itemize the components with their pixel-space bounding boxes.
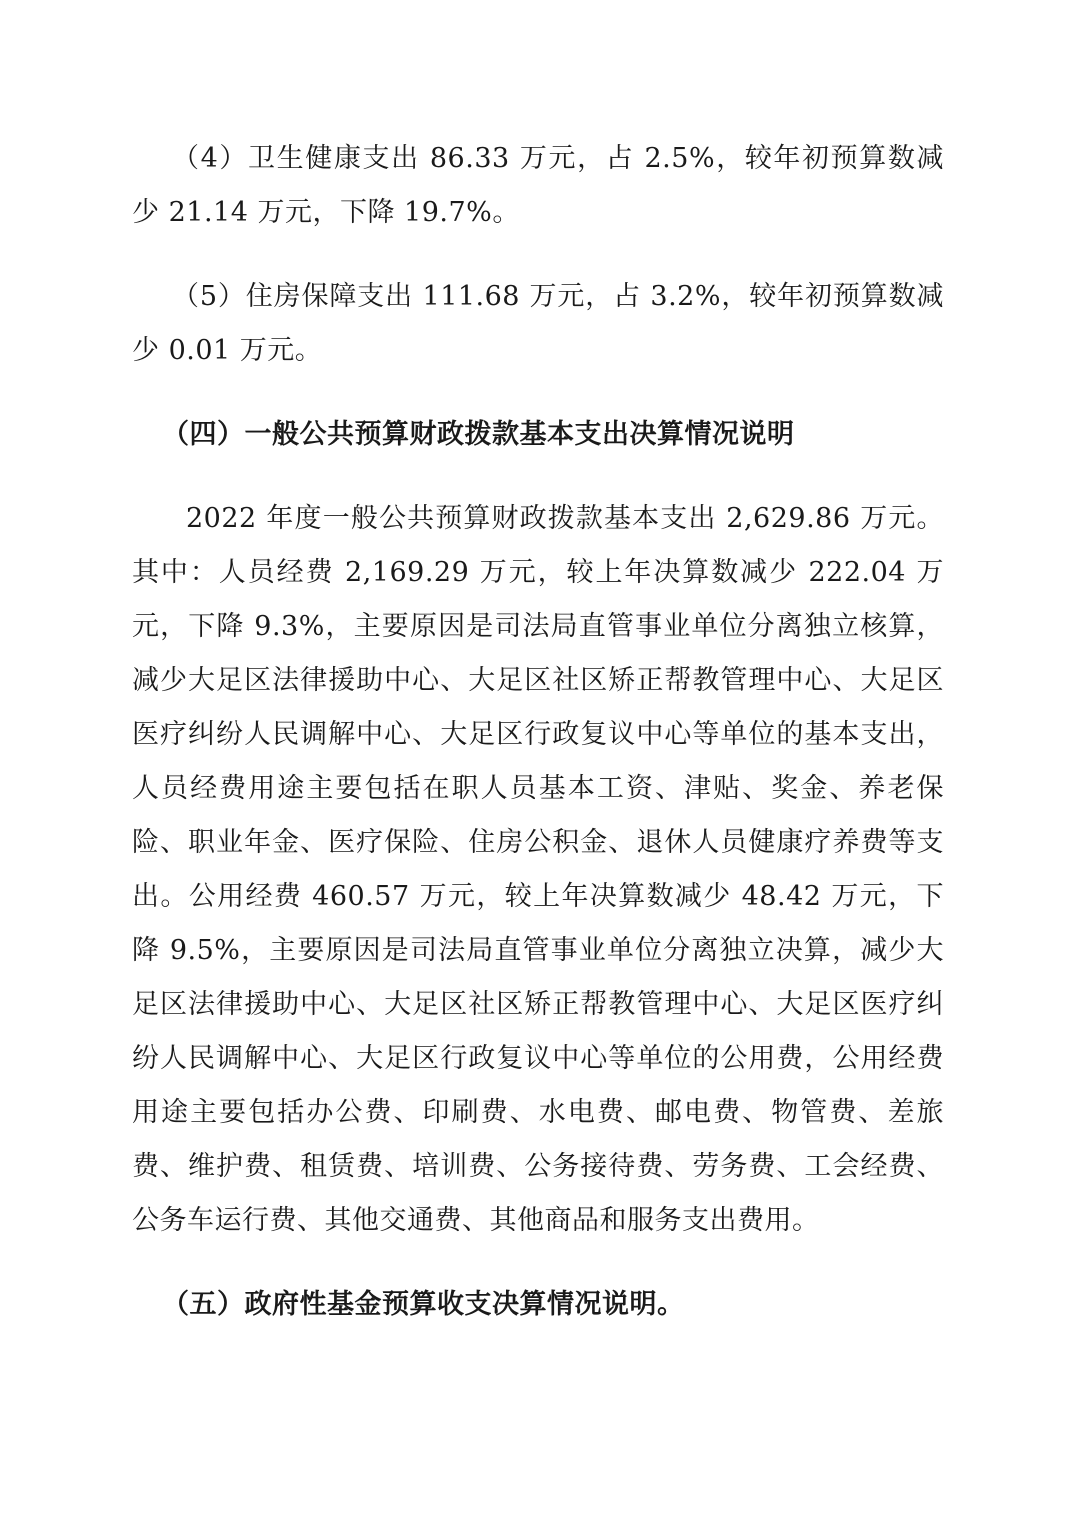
- paragraph-housing-expenditure: （5）住房保障支出 111.68 万元，占 3.2%，较年初预算数减少 0.01 万元。: [132, 281, 944, 366]
- paragraph-gap: [132, 378, 944, 408]
- paragraph-gap: [132, 462, 944, 492]
- document-body: [132, 132, 944, 1332]
- paragraph-gap: [132, 1248, 944, 1278]
- paragraph-basic-expenditure: 2022 年度一般公共预算财政拨款基本支出 2,629.86 万元。其中：人员经费 2,169.29 万元，较上年决算数减少 222.04 万元，下降 9.3%，主要原因是司法局直管事业单位分离独立核算，减少大足区法律援助中心、大足区社区矫正帮教管理中心、大足区医疗纠纷人民调解中心、大足区行政复议中心等单位的基本支出，人员经费用途主要包括在职人员基本工资、津贴、奖金、养老保险、职业年金、医疗保险、住房公积金、退休人员健康疗养费等支出。公用经费 460.57 万元，较上年决算数减少 48.42 万元，下降 9.5%，主要原因是司法局直管事业单位分离独立决算，减少大足区法律援助中心、大足区社区矫正帮教管理中心、大足区医疗纠纷人民调解中心、大足区行政复议中心等单位的公用费，公用经费用途主要包括办公费、印刷费、水电费、邮电费、物管费、差旅费、维护费、租赁费、培训费、公务接待费、劳务费、工会经费、公务车运行费、其他交通费、其他商品和服务支出费用。: [132, 503, 944, 1236]
- section-heading-4: （四）一般公共预算财政拨款基本支出决算情况说明: [162, 419, 795, 450]
- paragraph-gap: [132, 240, 944, 270]
- paragraph-health-expenditure: （4）卫生健康支出 86.33 万元，占 2.5%，较年初预算数减少 21.14 万元，下降 19.7%。: [132, 143, 944, 228]
- section-heading-5: （五）政府性基金预算收支决算情况说明。: [162, 1289, 685, 1320]
